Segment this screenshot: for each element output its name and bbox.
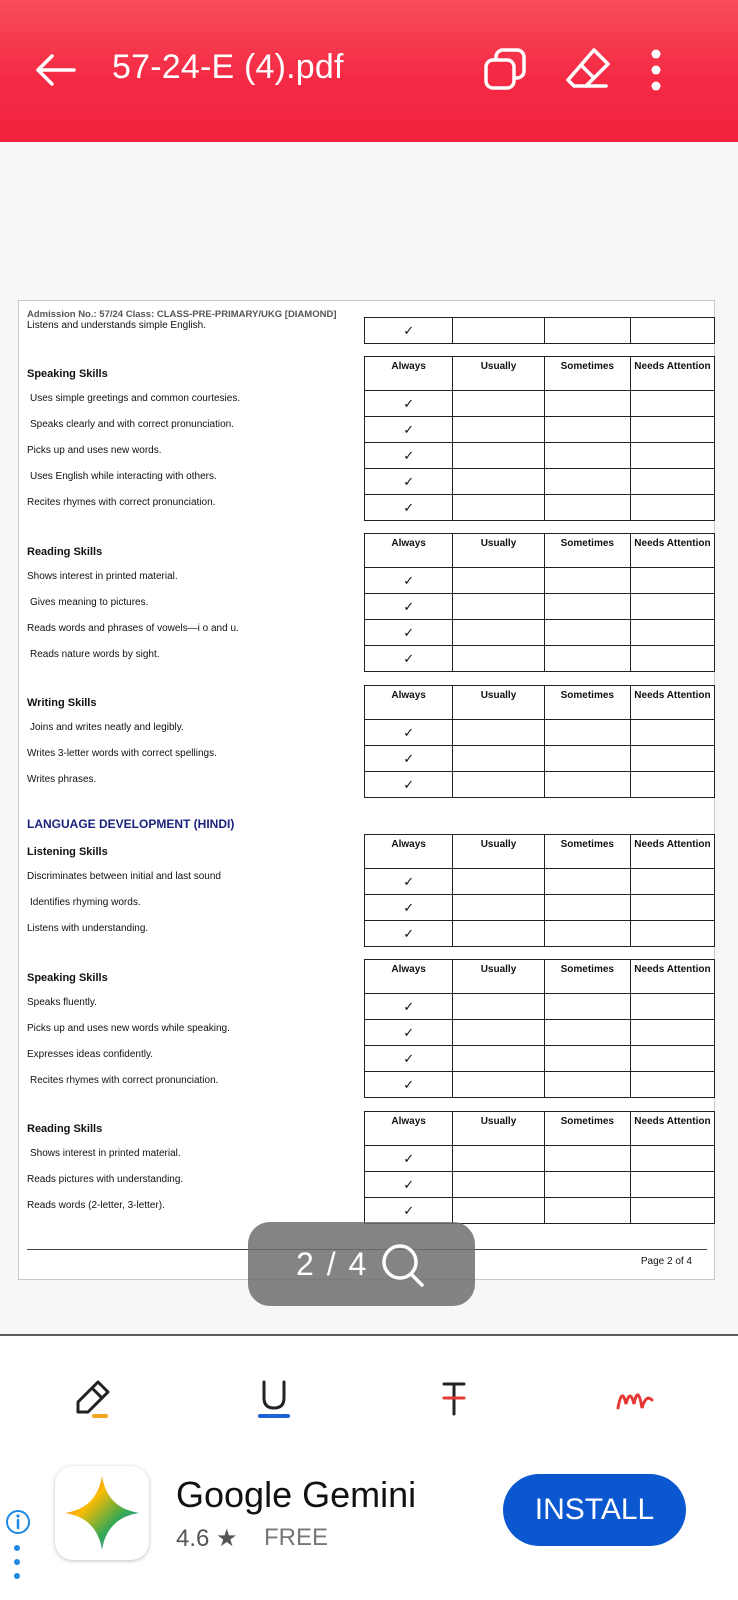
skill-label: Picks up and uses new words while speaking. — [27, 1023, 230, 1034]
col-always: Always — [365, 1112, 453, 1146]
rating-grid — [364, 685, 715, 798]
app-bar — [0, 0, 738, 142]
rating-grid — [364, 356, 715, 521]
highlighter-icon[interactable] — [68, 1374, 116, 1422]
ad-banner[interactable] — [0, 1452, 738, 1600]
check-mark: ✓ — [365, 495, 453, 521]
col-always: Always — [365, 534, 453, 568]
skill-label: Picks up and uses new words. — [27, 445, 162, 456]
check-mark: ✓ — [365, 921, 453, 947]
skill-label: Reads words (2-letter, 3-letter). — [27, 1200, 165, 1211]
gemini-star-icon — [55, 1466, 149, 1560]
col-sometimes: Sometimes — [544, 534, 630, 568]
col-usually: Usually — [453, 1112, 544, 1146]
skill-label: Discriminates between initial and last sound — [27, 871, 221, 882]
pdf-page[interactable] — [18, 300, 715, 1280]
page-footer-label: Page 2 of 4 — [640, 1256, 692, 1267]
check-mark: ✓ — [365, 1146, 453, 1172]
section-title: Speaking Skills — [27, 972, 108, 984]
col-sometimes: Sometimes — [544, 357, 630, 391]
section-title: Reading Skills — [27, 546, 103, 558]
skill-label: Recites rhymes with correct pronunciation. — [30, 1075, 219, 1086]
check-mark: ✓ — [365, 646, 453, 672]
check-mark: ✓ — [365, 1072, 453, 1098]
skill-label: Speaks fluently. — [27, 997, 97, 1008]
skill-label: Identifies rhyming words. — [30, 897, 141, 908]
col-sometimes: Sometimes — [544, 686, 630, 720]
check-mark: ✓ — [365, 620, 453, 646]
rating-grid — [364, 959, 715, 1098]
col-usually: Usually — [453, 686, 544, 720]
check-mark: ✓ — [365, 1046, 453, 1072]
col-needs-attention: Needs Attention — [630, 960, 714, 994]
check-mark: ✓ — [365, 746, 453, 772]
check-mark: ✓ — [365, 318, 453, 344]
col-sometimes: Sometimes — [544, 835, 630, 869]
col-usually: Usually — [453, 357, 544, 391]
info-icon[interactable] — [4, 1508, 32, 1536]
section-title: Reading Skills — [27, 1123, 103, 1135]
zoom-search-icon[interactable] — [378, 1238, 430, 1290]
skill-label: Shows interest in printed material. — [30, 1148, 181, 1159]
skill-label: Writes phrases. — [27, 774, 97, 785]
rating-grid — [364, 1111, 715, 1224]
col-always: Always — [365, 835, 453, 869]
col-needs-attention: Needs Attention — [630, 534, 714, 568]
skill-label: Joins and writes neatly and legibly. — [30, 722, 184, 733]
ad-rating: 4.6 ★ — [176, 1525, 238, 1552]
signature-icon[interactable] — [612, 1374, 660, 1422]
col-usually: Usually — [453, 835, 544, 869]
col-needs-attention: Needs Attention — [630, 835, 714, 869]
check-mark: ✓ — [365, 417, 453, 443]
top-continuation-row — [364, 317, 715, 344]
eraser-icon[interactable] — [560, 42, 616, 98]
install-button[interactable]: INSTALL — [503, 1474, 686, 1546]
page-indicator[interactable] — [248, 1222, 475, 1306]
skill-label: Expresses ideas confidently. — [27, 1049, 153, 1060]
skill-label: Uses simple greetings and common courtesies. — [30, 393, 241, 404]
ad-price: FREE — [264, 1524, 329, 1551]
check-mark: ✓ — [365, 895, 453, 921]
section-title: Speaking Skills — [27, 368, 108, 380]
skill-label: Speaks clearly and with correct pronunciation. — [30, 419, 234, 430]
check-mark: ✓ — [365, 391, 453, 417]
check-mark: ✓ — [365, 994, 453, 1020]
skill-label: Writes 3-letter words with correct spellings. — [27, 748, 217, 759]
col-always: Always — [365, 686, 453, 720]
check-mark: ✓ — [365, 869, 453, 895]
skill-label: Gives meaning to pictures. — [30, 597, 149, 608]
document-title: 57-24-E (4).pdf — [112, 48, 344, 86]
col-usually: Usually — [453, 960, 544, 994]
copy-icon[interactable] — [478, 42, 534, 98]
col-always: Always — [365, 357, 453, 391]
skill-label: Reads nature words by sight. — [30, 649, 160, 660]
ad-menu-dots-icon[interactable] — [12, 1540, 22, 1600]
annotation-toolbar — [0, 1334, 738, 1452]
underline-icon[interactable] — [250, 1374, 298, 1422]
skill-label: Uses English while interacting with others. — [30, 471, 217, 482]
skill-label: Recites rhymes with correct pronunciation. — [27, 497, 216, 508]
language-heading: LANGUAGE DEVELOPMENT (HINDI) — [27, 817, 235, 831]
check-mark: ✓ — [365, 443, 453, 469]
check-mark: ✓ — [365, 720, 453, 746]
check-mark: ✓ — [365, 469, 453, 495]
check-mark: ✓ — [365, 1172, 453, 1198]
section-title: Writing Skills — [27, 697, 97, 709]
more-vertical-icon[interactable] — [642, 42, 698, 98]
col-needs-attention: Needs Attention — [630, 686, 714, 720]
col-always: Always — [365, 960, 453, 994]
strikethrough-icon[interactable] — [430, 1374, 478, 1422]
col-sometimes: Sometimes — [544, 960, 630, 994]
page-indicator-text: 2 / 4 — [296, 1246, 369, 1282]
app-icon[interactable] — [55, 1466, 149, 1560]
back-arrow-icon[interactable] — [28, 46, 84, 94]
ad-app-name: Google Gemini — [176, 1474, 417, 1515]
top-row-label: Listens and understands simple English. — [27, 320, 206, 331]
section-title: Listening Skills — [27, 846, 108, 858]
check-mark: ✓ — [365, 1020, 453, 1046]
col-needs-attention: Needs Attention — [630, 1112, 714, 1146]
skill-label: Reads pictures with understanding. — [27, 1174, 184, 1185]
skill-label: Reads words and phrases of vowels—i o and u. — [27, 623, 239, 634]
rating-grid — [364, 533, 715, 672]
check-mark: ✓ — [365, 772, 453, 798]
col-needs-attention: Needs Attention — [630, 357, 714, 391]
skill-label: Shows interest in printed material. — [27, 571, 178, 582]
check-mark: ✓ — [365, 568, 453, 594]
col-usually: Usually — [453, 534, 544, 568]
rating-grid — [364, 834, 715, 947]
check-mark: ✓ — [365, 594, 453, 620]
skill-label: Listens with understanding. — [27, 923, 149, 934]
col-sometimes: Sometimes — [544, 1112, 630, 1146]
check-mark: ✓ — [365, 1198, 453, 1224]
page-header: Admission No.: 57/24 Class: CLASS-PRE-PRIMARY/UKG [DIAMOND] — [27, 309, 337, 320]
